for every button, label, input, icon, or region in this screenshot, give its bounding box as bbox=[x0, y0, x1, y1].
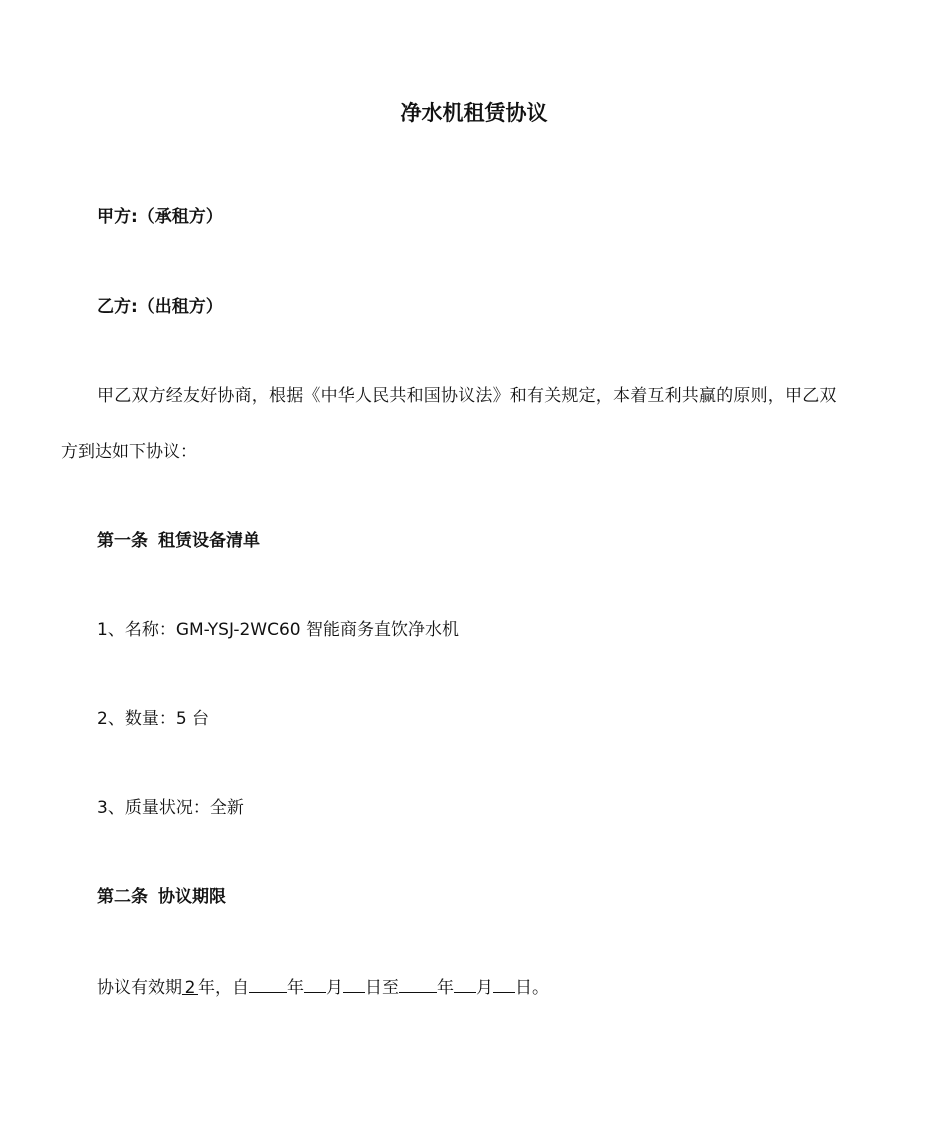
preamble-line-2: 方到达如下协议： bbox=[61, 442, 197, 462]
contract-term-line bbox=[97, 974, 549, 1000]
end-month-blank[interactable] bbox=[454, 974, 476, 993]
preamble-line-1: 甲乙双方经友好协商，根据《中华人民共和国协议法》和有关规定，本着互利共赢的原则，甲乙双 bbox=[97, 386, 837, 406]
article-2-number: 第二条 bbox=[97, 887, 148, 907]
article-2-heading bbox=[97, 885, 226, 909]
end-year-label: 年 bbox=[437, 978, 454, 998]
article-1-number: 第一条 bbox=[97, 531, 148, 551]
end-day-label: 日。 bbox=[515, 978, 549, 998]
end-year-blank[interactable] bbox=[399, 974, 437, 993]
party-b-label: 乙方:（出租方） bbox=[97, 297, 223, 317]
end-month-label: 月 bbox=[476, 978, 493, 998]
party-a-label: 甲方:（承租方） bbox=[97, 207, 223, 227]
term-years-field[interactable]: 2 bbox=[182, 976, 198, 995]
end-day-blank[interactable] bbox=[493, 974, 515, 993]
article-2-title: 协议期限 bbox=[158, 887, 226, 907]
article-1-title: 租赁设备清单 bbox=[158, 531, 260, 551]
article-1-item-name: 1、名称：GM-YSJ-2WC60 智能商务直饮净水机 bbox=[97, 620, 460, 640]
start-year-blank[interactable] bbox=[249, 974, 287, 993]
article-1-item-quantity: 2、数量：5 台 bbox=[97, 709, 210, 729]
term-year-unit: 年，自 bbox=[198, 978, 249, 998]
article-1-heading bbox=[97, 529, 260, 553]
document-title: 净水机租赁协议 bbox=[400, 101, 548, 125]
start-day-blank[interactable] bbox=[343, 974, 365, 993]
article-1-item-condition: 3、质量状况：全新 bbox=[97, 798, 244, 818]
start-month-blank[interactable] bbox=[304, 974, 326, 993]
term-prefix: 协议有效期 bbox=[97, 978, 182, 998]
start-month-label: 月 bbox=[326, 978, 343, 998]
start-year-label: 年 bbox=[287, 978, 304, 998]
start-day-to-label: 日至 bbox=[365, 978, 399, 998]
